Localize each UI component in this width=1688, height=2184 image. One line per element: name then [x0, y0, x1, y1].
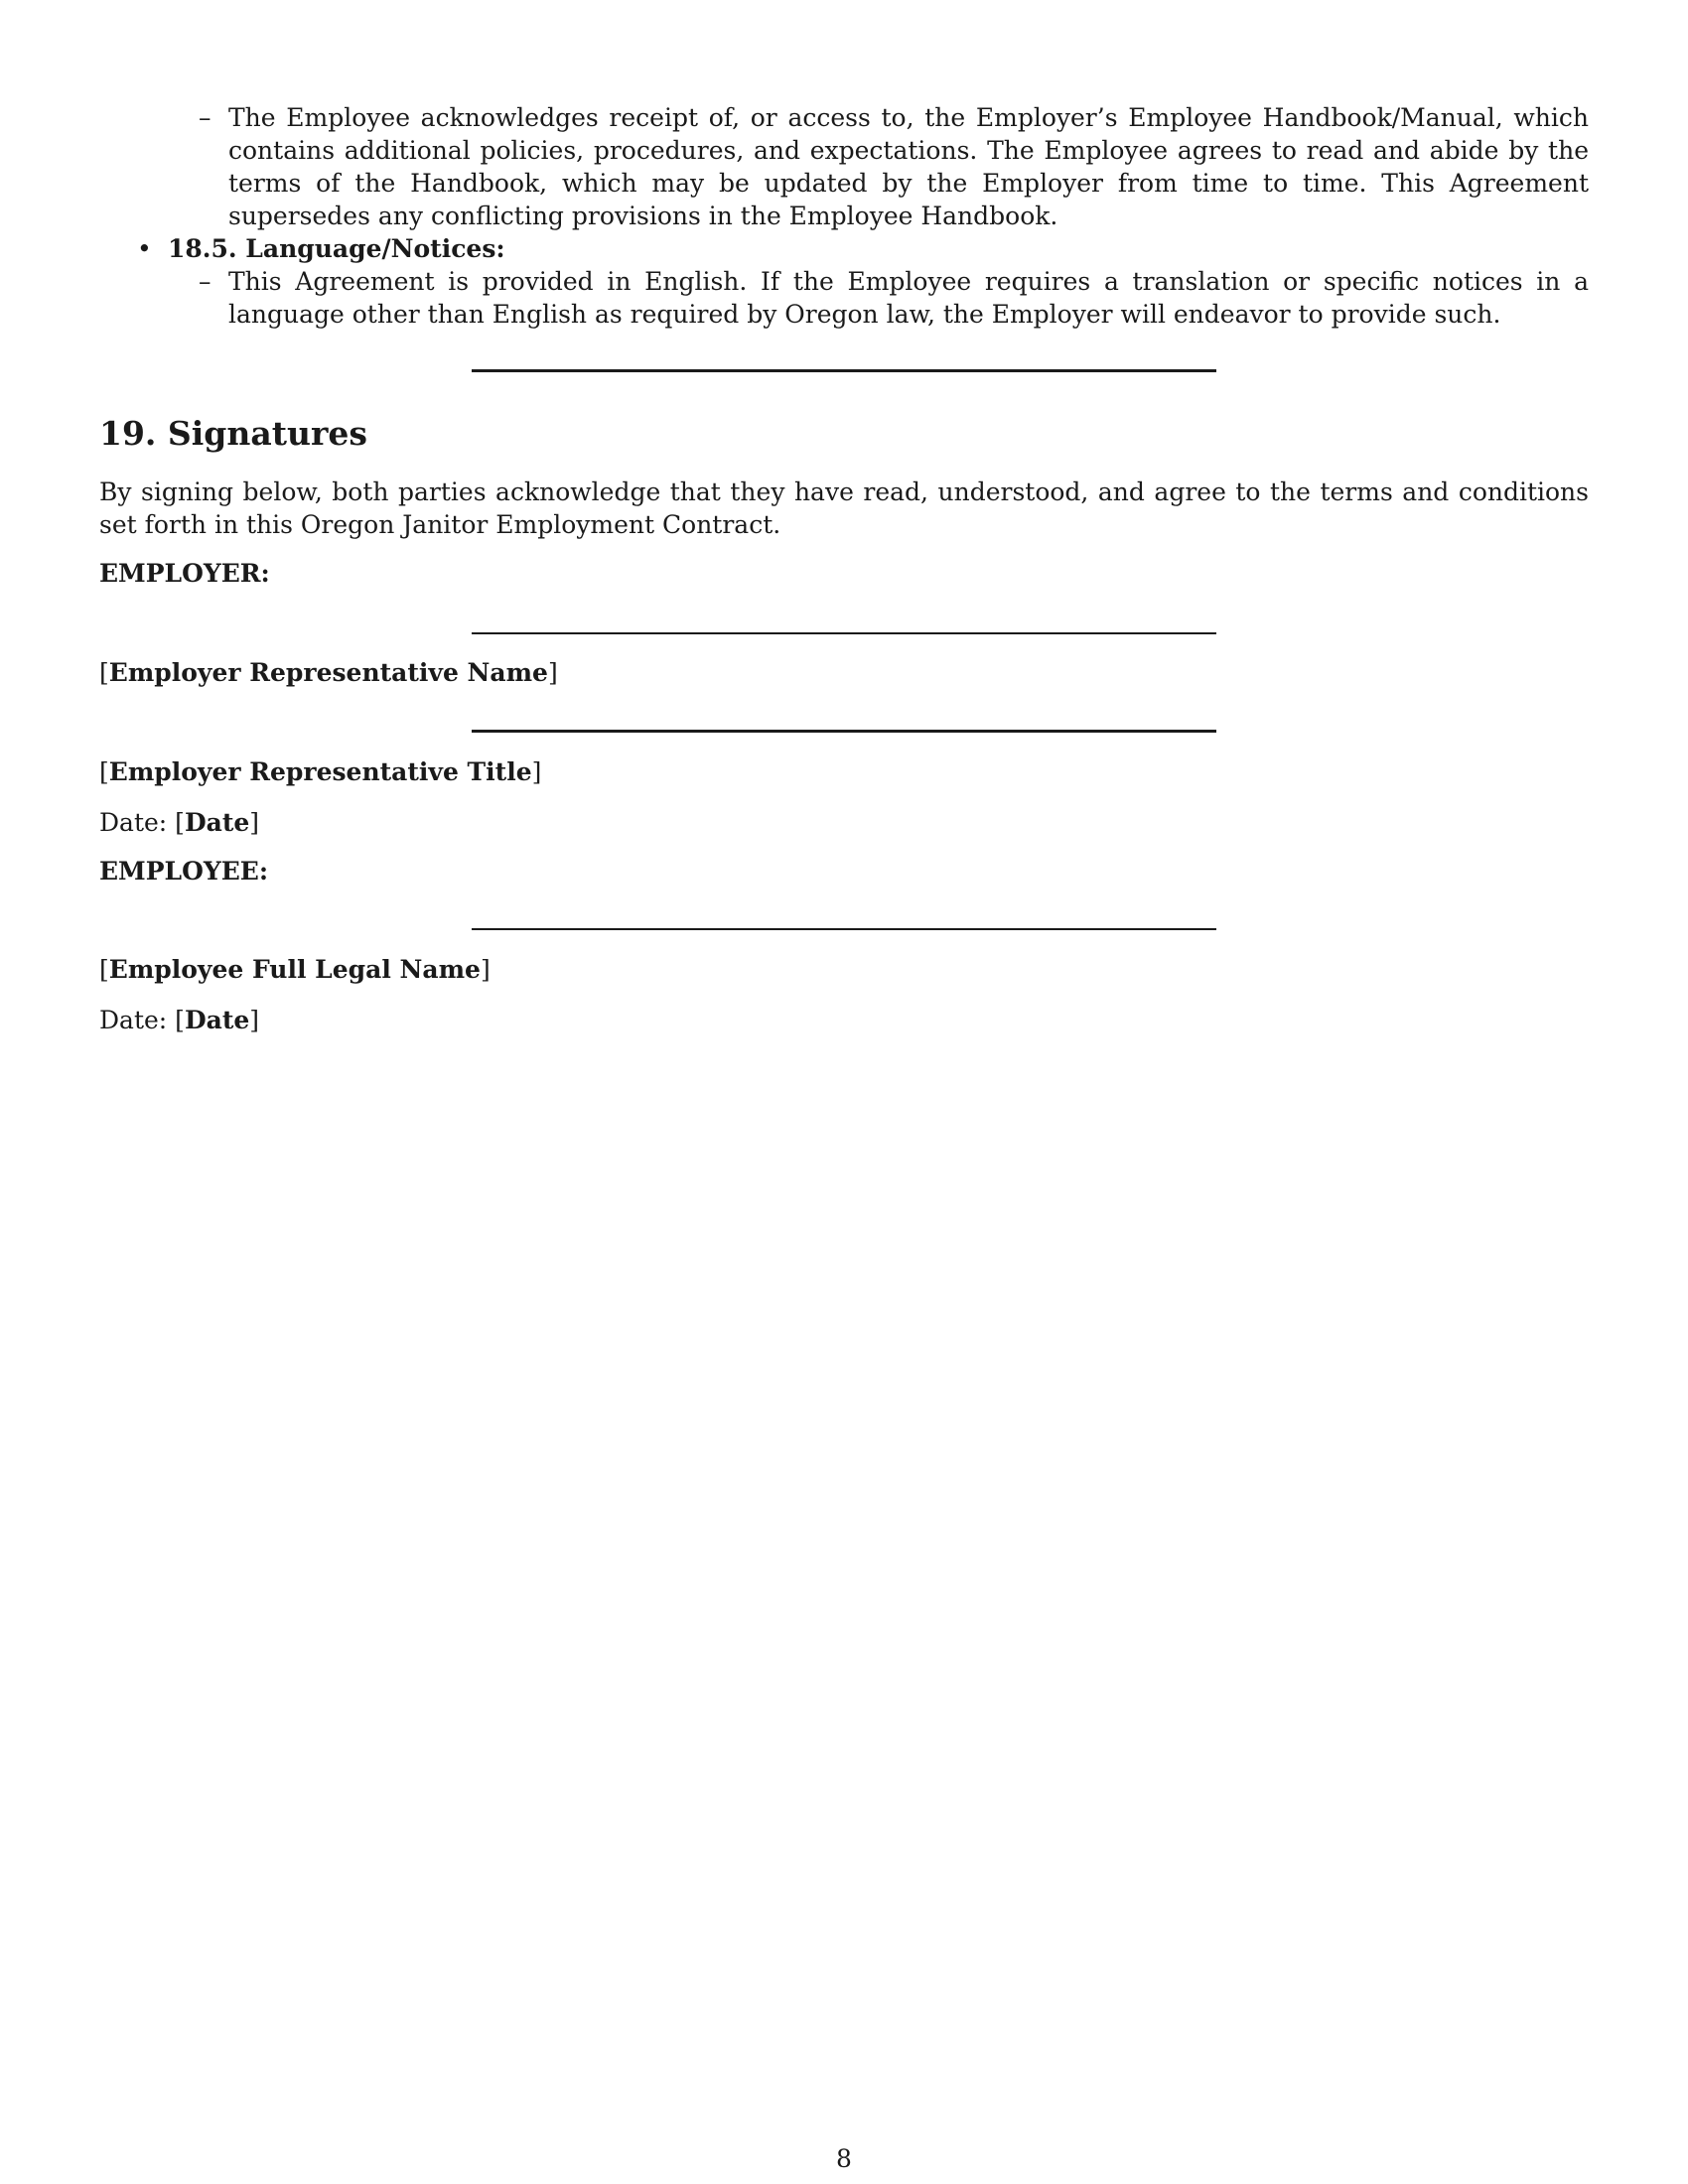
open-bracket: [	[99, 658, 109, 687]
employer-representative-name-text: Employer Representative Name	[108, 658, 548, 687]
dash-marker: –	[199, 103, 211, 132]
page-number: 8	[836, 2144, 852, 2173]
employee-heading: EMPLOYEE:	[99, 857, 269, 886]
handbook-acknowledgement-text: The Employee acknowledges receipt of, or access to, the Employer’s Employee Handbook/Manual, which contains additional policies, procedures, and expectations. The Employee agrees to read and abide by the terms of the Handbook, which may be updated by the Employer from time to time. This Agreement supersedes any conflicting provisions in the Employee Handbook.	[228, 103, 1589, 230]
close-bracket: ]	[531, 757, 542, 786]
employer-title-line	[472, 730, 1216, 733]
dash-marker: –	[199, 267, 211, 296]
open-bracket: [	[175, 808, 185, 837]
employee-full-legal-name-text: Employee Full Legal Name	[108, 955, 481, 984]
open-bracket: [	[99, 757, 109, 786]
close-bracket: ]	[547, 658, 558, 687]
close-bracket: ]	[249, 1006, 260, 1034]
date-label: Date:	[99, 1006, 168, 1034]
date-label: Date:	[99, 808, 168, 837]
close-bracket: ]	[249, 808, 260, 837]
language-notices-text: This Agreement is provided in English. If the Employee requires a translation or specific notices in a language other than English as required by Oregon law, the Employer will endeavor to provide such.	[228, 267, 1589, 329]
employee-date-line	[99, 1004, 259, 1036]
employer-heading: EMPLOYER:	[99, 559, 270, 588]
section-19-title: 19. Signatures	[99, 414, 367, 453]
section-separator-rule	[472, 369, 1216, 372]
employee-full-legal-name-placeholder	[99, 953, 491, 986]
open-bracket: [	[175, 1006, 185, 1034]
open-bracket: [	[99, 955, 109, 984]
employer-representative-title-placeholder	[99, 755, 541, 788]
close-bracket: ]	[480, 955, 491, 984]
employee-signature-line	[472, 928, 1216, 930]
employer-date-placeholder: Date	[184, 808, 250, 837]
employer-representative-title-text: Employer Representative Title	[108, 757, 532, 786]
employer-date-line	[99, 806, 259, 839]
employer-signature-line	[472, 632, 1216, 634]
employer-representative-name-placeholder	[99, 656, 558, 689]
bullet-marker: •	[137, 234, 152, 263]
employee-date-placeholder: Date	[184, 1006, 250, 1034]
signatures-intro-paragraph: By signing below, both parties acknowledge that they have read, understood, and agree to the terms and conditions set forth in this Oregon Janitor Employment Contract.	[99, 478, 1589, 539]
section-18-5-label: 18.5. Language/Notices:	[168, 234, 505, 263]
